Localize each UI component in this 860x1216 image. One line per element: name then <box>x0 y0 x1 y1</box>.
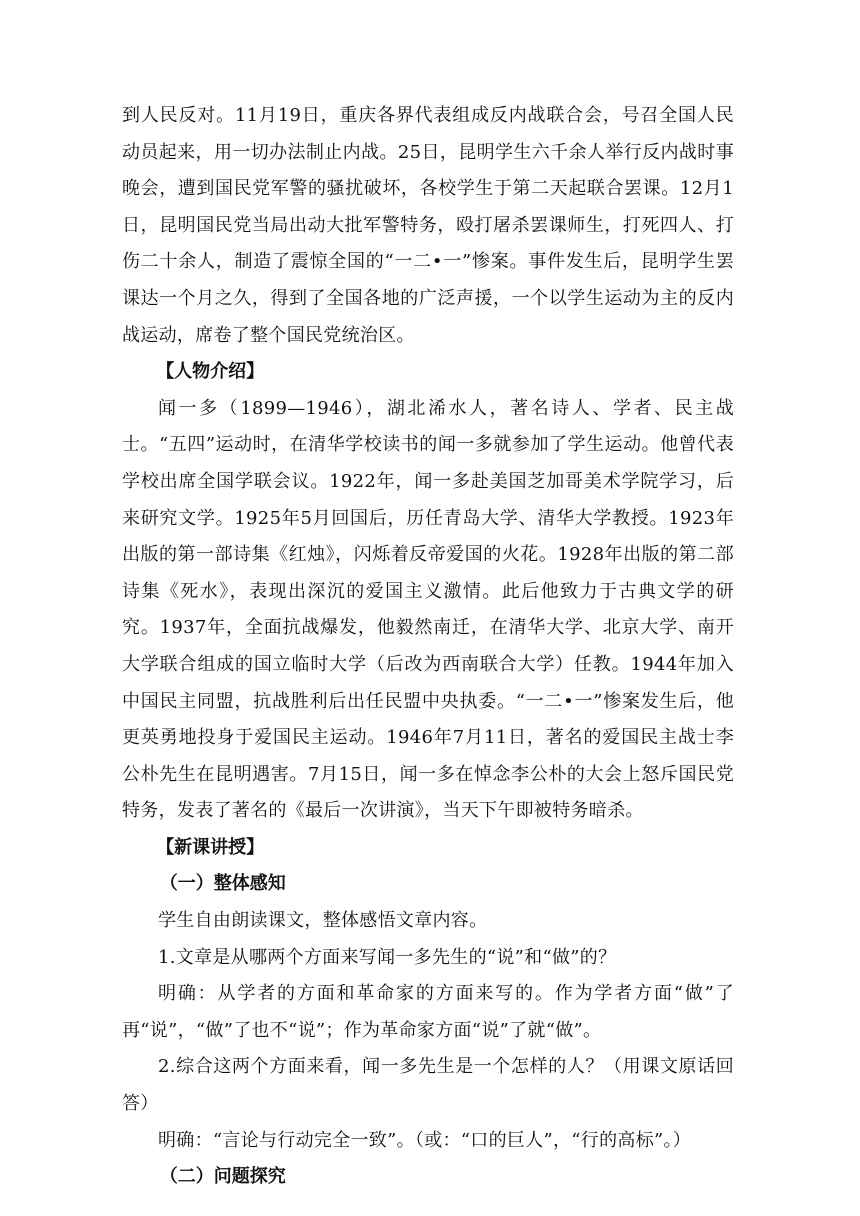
answer-2: 明确：“言论与行动完全一致”。（或：“口的巨人”，“行的高标”。） <box>158 1129 692 1151</box>
answer-1: 明确：从学者的方面和革命家的方面来写的。作为学者方面“做”了再“说”，“做”了也不“说”；作为革命家方面“说”了就“做”。 <box>122 983 734 1041</box>
subheading-problem-inquiry: （二）问题探究 <box>159 1166 286 1188</box>
reading-instruction: 学生自由朗读课文，整体感悟文章内容。 <box>158 910 488 932</box>
question-1: 1.文章是从哪两个方面来写闻一多先生的“说”和“做”的？ <box>158 946 617 968</box>
character-intro-paragraph: 闻一多（1899—1946），湖北浠水人，著名诗人、学者、民主战士。“五四”运动时，在清华学校读书的闻一多就参加了学生运动。他曾代表学校出席全国学联会议。1922年，闻一多赴美国芝加哥美术学院学习，后来研究文学。1925年5月回国后，历任青岛大学、清华大学教授。1923年出版的第一部诗集《红烛》，闪烁着反帝爱国的火花。1928年出版的第二部诗集《死水》，表现出深沉的爱国主义激情。此后他致力于古典文学的研究。1937年，全面抗战爆发，他毅然南迁，在清华大学、北京大学、南开大学联合组成的国立临时大学（后改为西南联合大学）任教。1944年加入中国民主同盟，抗战胜利后出任民盟中央执委。“一二•一”惨案发生后，他更英勇地投身于爱国民主运动。1946年7月11日，著名的爱国民主战士李公朴先生在昆明遇害。7月15日，闻一多在悼念李公朴的大会上怒斥国民党特务，发表了著名的《最后一次讲演》，当天下午即被特务暗杀。 <box>122 397 734 822</box>
subheading-overall-perception: （一）整体感知 <box>159 873 286 895</box>
section-heading-new-lesson: 【新课讲授】 <box>156 836 265 858</box>
background-paragraph: 到人民反对。11月19日，重庆各界代表组成反内战联合会，号召全国人民动员起来，用一切办法制止内战。25日，昆明学生六千余人举行反内战时事晚会，遭到国民党军警的骚扰破坏，各校学生于第二天起联合罢课。12月1日，昆明国民党当局出动大批军警特务，殴打屠杀罢课师生，打死四人、打伤二十余人，制造了震惊全国的“一二•一”惨案。事件发生后，昆明学生罢课达一个月之久，得到了全国各地的广泛声援，一个以学生运动为主的反内战运动，席卷了整个国民党统治区。 <box>122 105 734 346</box>
section-heading-character-intro: 【人物介绍】 <box>156 361 265 383</box>
question-2: 2.综合这两个方面来看，闻一多先生是一个怎样的人？（用课文原话回答） <box>122 1056 734 1115</box>
